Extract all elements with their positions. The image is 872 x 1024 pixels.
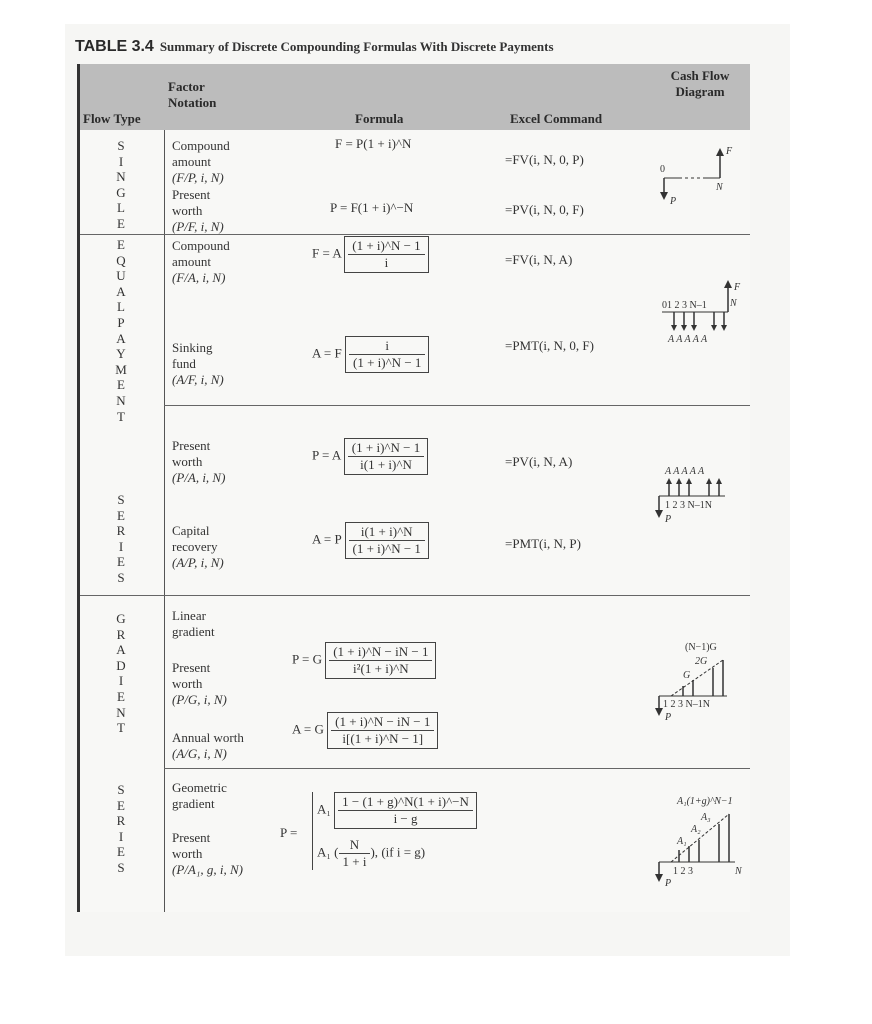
label-p: P bbox=[665, 712, 672, 723]
flow-type-letter: E bbox=[117, 237, 125, 252]
notation-line: worth bbox=[172, 454, 203, 469]
notation-line: (P/F, i, N) bbox=[172, 219, 224, 234]
label-a1: A₁ bbox=[677, 836, 687, 847]
header-flow-type: Flow Type bbox=[83, 111, 141, 126]
formula-lhs: P = A bbox=[312, 447, 341, 463]
formula-bracket bbox=[345, 336, 429, 373]
notation-line: gradient bbox=[172, 624, 215, 639]
flow-type-letter: N bbox=[116, 169, 126, 185]
flow-type-letter: A bbox=[116, 283, 126, 299]
formula-lhs: F = A bbox=[312, 245, 342, 261]
notation-line: Present bbox=[172, 187, 211, 202]
flow-type-letter: G bbox=[116, 184, 126, 200]
label-a3: A₃ bbox=[701, 812, 711, 823]
label-p: P bbox=[670, 196, 677, 207]
future-arrowhead bbox=[716, 148, 724, 156]
header-excel-command: Excel Command bbox=[510, 111, 603, 126]
formula-denominator: i²(1 + i)^N bbox=[353, 661, 409, 676]
notation-line: (P/A, i, N) bbox=[172, 470, 226, 485]
formula-denominator: i(1 + i)^N bbox=[360, 457, 412, 472]
flow-type-letter: R bbox=[116, 523, 126, 539]
formula-denominator: i bbox=[384, 255, 389, 270]
notation-fa bbox=[172, 238, 230, 286]
flow-type-letter: G bbox=[116, 611, 126, 626]
formula-numerator: (1 + i)^N − iN − 1 bbox=[329, 644, 432, 661]
present-arrowhead bbox=[655, 708, 663, 716]
formula-a1: A₁ bbox=[317, 844, 331, 860]
label-f: F bbox=[734, 282, 741, 293]
flow-type-letter: L bbox=[117, 299, 125, 315]
notation-line: amount bbox=[172, 154, 211, 169]
flow-type-letter: U bbox=[116, 268, 126, 284]
formula-geometric-lhs: P = bbox=[280, 825, 298, 840]
payment-arrowhead bbox=[671, 325, 677, 331]
formula-fp: F = P(1 + i)^N bbox=[335, 136, 412, 151]
notation-line: amount bbox=[172, 254, 211, 269]
formula-ap bbox=[312, 522, 429, 559]
notation-line: (A/G, i, N) bbox=[172, 746, 227, 761]
notation-ap bbox=[172, 523, 224, 571]
table-number: TABLE 3.4 bbox=[75, 38, 154, 55]
notation-line: fund bbox=[172, 356, 196, 371]
equal-payment-present-diagram bbox=[655, 462, 750, 542]
formula-denominator: i − g bbox=[393, 811, 418, 826]
flow-type-letter: I bbox=[118, 538, 124, 554]
notation-line: Present bbox=[172, 438, 211, 453]
formula-fraction bbox=[349, 338, 425, 371]
flow-type-letter: E bbox=[117, 507, 125, 523]
payment-arrows bbox=[669, 482, 719, 496]
flow-type-letter: T bbox=[117, 408, 125, 424]
label-2g: 2G bbox=[695, 656, 708, 667]
flow-type-gradient bbox=[110, 611, 132, 736]
flow-type-letter: E bbox=[117, 554, 125, 570]
label-zero: 0 bbox=[660, 164, 665, 175]
notation-line: (F/A, i, N) bbox=[172, 270, 226, 285]
formula-numerator: i bbox=[349, 338, 425, 355]
notation-line: gradient bbox=[172, 796, 215, 811]
label-f: F bbox=[726, 146, 733, 157]
equal-payment-future-diagram bbox=[660, 280, 750, 360]
notation-line: Present bbox=[172, 830, 211, 845]
excel-pmt-sinking: =PMT(i, N, 0, F) bbox=[505, 338, 594, 353]
payment-arrowhead bbox=[711, 325, 717, 331]
notation-pa1 bbox=[172, 830, 243, 878]
notation-line: (A/P, i, N) bbox=[172, 555, 224, 570]
row-divider-equal-payment bbox=[164, 405, 750, 406]
notation-line: (F/P, i, N) bbox=[172, 170, 224, 185]
single-payment-diagram bbox=[660, 140, 740, 220]
label-a2: A₂ bbox=[691, 824, 701, 835]
present-arrowhead bbox=[660, 192, 668, 200]
linear-gradient-diagram bbox=[655, 640, 750, 730]
flow-type-letter: A bbox=[116, 642, 126, 658]
payment-arrowhead bbox=[706, 478, 712, 484]
flow-type-single bbox=[110, 138, 132, 232]
flow-type-letter: S bbox=[117, 492, 125, 507]
label-n: N bbox=[730, 298, 737, 309]
row-divider-geometric bbox=[164, 768, 750, 769]
formula-condition: (if i = g) bbox=[381, 844, 426, 860]
flow-type-letter: T bbox=[117, 720, 125, 736]
label-p: P bbox=[665, 514, 672, 525]
flow-type-letter: Q bbox=[116, 252, 126, 268]
flow-type-letter: S bbox=[117, 138, 125, 153]
flow-type-letter: R bbox=[116, 626, 126, 642]
formula-fraction bbox=[349, 524, 425, 557]
flow-type-letter: A bbox=[116, 330, 126, 346]
flow-type-letter: L bbox=[117, 200, 125, 216]
notation-linear-gradient bbox=[172, 608, 215, 640]
notation-line: recovery bbox=[172, 539, 218, 554]
formula-a1: A₁ bbox=[317, 801, 331, 817]
formula-fraction bbox=[329, 644, 432, 677]
notation-fp bbox=[172, 138, 230, 186]
payment-arrowhead bbox=[686, 478, 692, 484]
excel-pmt-recovery: =PMT(i, N, P) bbox=[505, 536, 581, 551]
future-arrowhead bbox=[724, 280, 732, 288]
formula-bracket bbox=[325, 642, 436, 679]
label-top-gradient: (N−1)G bbox=[685, 642, 717, 653]
flow-type-letter: E bbox=[117, 688, 125, 704]
header-formula: Formula bbox=[355, 111, 404, 126]
formula-numerator: (1 + i)^N − 1 bbox=[348, 238, 424, 255]
excel-pv-annuity: =PV(i, N, A) bbox=[505, 454, 573, 469]
formula-fa bbox=[312, 236, 429, 273]
payment-arrowheads bbox=[671, 325, 727, 331]
formula-denominator: (1 + i)^N − 1 bbox=[352, 541, 421, 556]
notation-line: Linear bbox=[172, 608, 206, 623]
payment-arrowhead bbox=[676, 478, 682, 484]
notation-af bbox=[172, 340, 224, 388]
formula-numerator: (1 + i)^N − iN − 1 bbox=[331, 714, 434, 731]
header-cash-flow-diagram: Cash Flow Diagram bbox=[670, 68, 730, 99]
flow-type-letter: N bbox=[116, 392, 126, 408]
formula-numerator: 1 − (1 + g)^N(1 + i)^−N bbox=[338, 794, 473, 811]
payment-arrowheads bbox=[666, 478, 722, 484]
notation-line: Capital bbox=[172, 523, 210, 538]
notation-line: (A/F, i, N) bbox=[172, 372, 224, 387]
label-top-geometric: A₁(1+g)^N−1 bbox=[677, 796, 733, 807]
geometric-gradient-diagram bbox=[655, 790, 750, 890]
formula-pf: P = F(1 + i)^−N bbox=[330, 200, 414, 215]
flow-type-letter: S bbox=[117, 782, 125, 797]
payment-arrowhead bbox=[721, 325, 727, 331]
formula-bracket bbox=[344, 236, 428, 273]
formula-geometric-case2: A₁ ( $\frac{N}{1 + i}$ ), (if i = g) bbox=[317, 837, 426, 869]
formula-lhs: P = G bbox=[292, 651, 322, 667]
tick-labels: 1 2 3 N–1N bbox=[665, 500, 712, 511]
label-n: N bbox=[716, 182, 723, 193]
flow-type-letter: D bbox=[116, 657, 126, 673]
present-arrowhead bbox=[655, 510, 663, 518]
notation-line: worth bbox=[172, 676, 203, 691]
flow-type-letter: R bbox=[116, 813, 126, 829]
formula-ag bbox=[292, 712, 438, 749]
column-divider bbox=[164, 130, 165, 912]
flow-type-letter: E bbox=[117, 844, 125, 860]
header-factor-notation: Factor Notation bbox=[168, 79, 217, 110]
notation-line: worth bbox=[172, 846, 203, 861]
notation-line: Sinking bbox=[172, 340, 213, 355]
formula-pg bbox=[292, 642, 436, 679]
formula-pa bbox=[312, 438, 428, 475]
table-header bbox=[80, 64, 750, 130]
formula-fraction bbox=[331, 714, 434, 747]
excel-pv-single: =PV(i, N, 0, F) bbox=[505, 202, 584, 217]
flow-type-letter: M bbox=[115, 361, 127, 377]
formula-bracket bbox=[344, 438, 428, 475]
label-p: P bbox=[665, 878, 672, 889]
notation-geometric-gradient bbox=[172, 780, 227, 812]
formula-af bbox=[312, 336, 429, 373]
table-body bbox=[80, 130, 750, 912]
formula-fraction bbox=[348, 238, 424, 271]
formula-bracket bbox=[334, 792, 477, 829]
formula-denominator: 1 + i bbox=[342, 854, 367, 869]
tick-labels: 1 2 3 bbox=[673, 866, 693, 877]
formula-denominator: (1 + i)^N − 1 bbox=[352, 355, 422, 370]
flow-type-letter: Y bbox=[116, 346, 126, 362]
flow-type-letter: I bbox=[118, 673, 124, 689]
formula-numerator: N bbox=[339, 837, 371, 854]
table-title bbox=[75, 38, 554, 58]
label-g: G bbox=[683, 670, 691, 681]
excel-fv-annuity: =FV(i, N, A) bbox=[505, 252, 573, 267]
tick-labels: 1 2 3 N–1N bbox=[663, 699, 710, 710]
payment-arrowhead bbox=[691, 325, 697, 331]
notation-pg bbox=[172, 660, 227, 708]
notation-line: (P/G, i, N) bbox=[172, 692, 227, 707]
flow-type-letter: E bbox=[117, 797, 125, 813]
notation-line: Compound bbox=[172, 238, 230, 253]
notation-line: (P/A₁, g, i, N) bbox=[172, 862, 243, 877]
flow-type-letter: P bbox=[117, 314, 125, 330]
formula-fraction bbox=[348, 440, 424, 473]
flow-type-letter: E bbox=[117, 215, 125, 231]
notation-ag bbox=[172, 730, 244, 762]
formula-bracket bbox=[327, 712, 438, 749]
row-divider-gradient bbox=[80, 595, 750, 596]
label-n: N bbox=[735, 866, 742, 877]
notation-line: worth bbox=[172, 203, 203, 218]
tick-labels: 01 2 3 N–1 bbox=[662, 300, 707, 311]
formula-numerator: i(1 + i)^N bbox=[349, 524, 425, 541]
notation-line: Annual worth bbox=[172, 730, 244, 745]
flow-type-series bbox=[110, 492, 132, 586]
formula-numerator: (1 + i)^N − 1 bbox=[348, 440, 424, 457]
flow-type-letter: S bbox=[117, 859, 125, 875]
excel-fv-single: =FV(i, N, 0, P) bbox=[505, 152, 584, 167]
flow-type-letter: E bbox=[117, 377, 125, 393]
notation-pf bbox=[172, 187, 224, 235]
formula-fraction bbox=[338, 794, 473, 827]
formula-geometric bbox=[312, 792, 477, 870]
payment-arrowhead bbox=[666, 478, 672, 484]
formula-geometric-case1 bbox=[317, 792, 477, 829]
flow-type-letter: I bbox=[118, 153, 124, 169]
present-arrowhead bbox=[655, 874, 663, 882]
notation-line: Geometric bbox=[172, 780, 227, 795]
formula-denominator: i[(1 + i)^N − 1] bbox=[342, 731, 424, 746]
payment-labels: A A A A A bbox=[665, 466, 705, 477]
flow-type-letter: N bbox=[116, 704, 126, 720]
formula-bracket bbox=[345, 522, 429, 559]
notation-line: Compound bbox=[172, 138, 230, 153]
formula-lhs: A = G bbox=[292, 721, 324, 737]
formula-lhs: A = F bbox=[312, 345, 342, 361]
payment-arrowhead bbox=[716, 478, 722, 484]
payment-arrowhead bbox=[681, 325, 687, 331]
notation-line: Present bbox=[172, 660, 211, 675]
formula-lhs: A = P bbox=[312, 531, 342, 547]
table-page bbox=[65, 24, 790, 956]
table-caption: Summary of Discrete Compounding Formulas With Discrete Payments bbox=[159, 39, 554, 54]
flow-type-series-geometric bbox=[110, 782, 132, 876]
flow-type-letter: I bbox=[118, 828, 124, 844]
notation-pa bbox=[172, 438, 225, 486]
formula-fraction bbox=[339, 837, 371, 870]
flow-type-letter: S bbox=[117, 569, 125, 585]
payment-labels: A A A A A bbox=[668, 334, 708, 345]
flow-type-equal-payment bbox=[110, 237, 132, 424]
